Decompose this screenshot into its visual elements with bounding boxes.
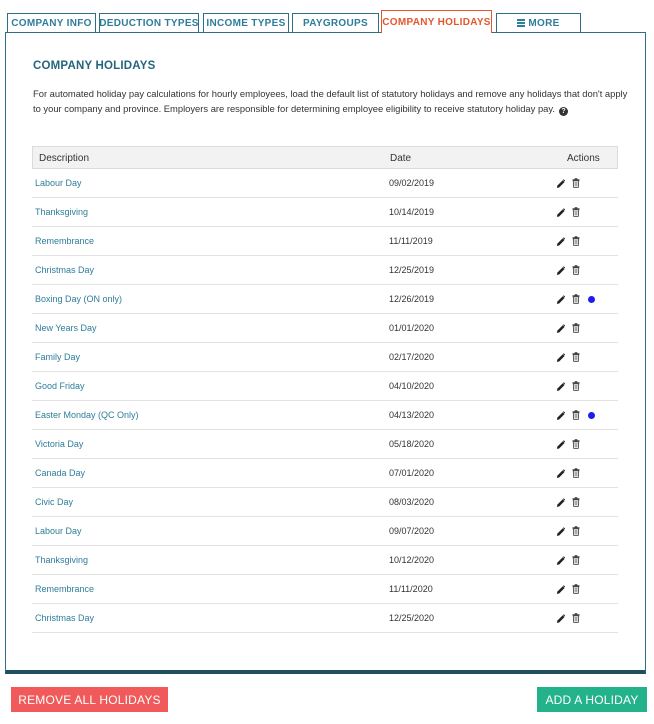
trash-icon[interactable] <box>572 294 580 304</box>
holiday-name-link[interactable]: Boxing Day (ON only) <box>35 294 123 304</box>
tab-label: INCOME TYPES <box>206 17 286 29</box>
row-actions <box>556 612 580 624</box>
holiday-date: 08/03/2020 <box>389 497 435 507</box>
pencil-icon[interactable] <box>556 613 565 624</box>
holiday-name-link[interactable]: Canada Day <box>35 468 86 478</box>
add-holiday-button[interactable]: ADD A HOLIDAY <box>537 687 647 712</box>
table-row <box>32 401 618 430</box>
table-header <box>32 146 618 169</box>
holiday-name-link[interactable]: Labour Day <box>35 526 82 536</box>
row-actions <box>556 206 580 218</box>
tab-paygroups[interactable] <box>292 13 379 32</box>
trash-icon[interactable] <box>572 265 580 275</box>
row-actions <box>556 322 580 334</box>
row-actions <box>556 583 580 595</box>
holiday-name-link[interactable]: Easter Monday (QC Only) <box>35 410 139 420</box>
holiday-date: 10/14/2019 <box>389 207 435 217</box>
tab-label: COMPANY HOLIDAYS <box>382 16 491 28</box>
pencil-icon[interactable] <box>556 439 565 450</box>
tab-company-info[interactable] <box>7 13 96 32</box>
holiday-name-link[interactable]: Christmas Day <box>35 613 95 623</box>
trash-icon[interactable] <box>572 439 580 449</box>
table-row <box>32 517 618 546</box>
menu-icon <box>517 18 525 29</box>
tab-label: DEDUCTION TYPES <box>99 17 199 29</box>
holiday-date: 09/02/2019 <box>389 178 435 188</box>
holiday-date: 05/18/2020 <box>389 439 435 449</box>
trash-icon[interactable] <box>572 323 580 333</box>
holiday-name-link[interactable]: Good Friday <box>35 381 85 391</box>
pencil-icon[interactable] <box>556 497 565 508</box>
holiday-date: 11/11/2019 <box>389 236 433 246</box>
table-row <box>32 227 618 256</box>
holidays-table <box>32 146 618 633</box>
holiday-date: 07/01/2020 <box>389 468 435 478</box>
row-actions <box>556 409 595 421</box>
row-actions <box>556 467 580 479</box>
holiday-date: 04/13/2020 <box>389 410 435 420</box>
pencil-icon[interactable] <box>556 352 565 363</box>
table-row <box>32 604 618 633</box>
tab-company-holidays[interactable] <box>381 10 492 33</box>
table-body <box>32 169 618 633</box>
tab-label: PAYGROUPS <box>303 17 368 29</box>
table-row <box>32 430 618 459</box>
holiday-name-link[interactable]: Victoria Day <box>35 439 84 449</box>
holiday-name-link[interactable]: Civic Day <box>35 497 74 507</box>
table-row <box>32 575 618 604</box>
table-row <box>32 285 618 314</box>
row-actions <box>556 293 595 305</box>
trash-icon[interactable] <box>572 381 580 391</box>
tab-label: MORE <box>528 17 560 29</box>
tab-label: COMPANY INFO <box>11 17 92 29</box>
tab-more[interactable] <box>496 13 581 32</box>
pencil-icon[interactable] <box>556 381 565 392</box>
pencil-icon[interactable] <box>556 236 565 247</box>
row-actions <box>556 438 580 450</box>
trash-icon[interactable] <box>572 236 580 246</box>
header-description: Description <box>39 153 90 164</box>
row-actions <box>556 496 580 508</box>
table-row <box>32 459 618 488</box>
holiday-date: 12/25/2019 <box>389 265 435 275</box>
header-date: Date <box>390 153 412 164</box>
remove-all-holidays-button[interactable]: REMOVE ALL HOLIDAYS <box>11 687 168 712</box>
pencil-icon[interactable] <box>556 468 565 479</box>
pencil-icon[interactable] <box>556 178 565 189</box>
holiday-date: 01/01/2020 <box>389 323 435 333</box>
trash-icon[interactable] <box>572 526 580 536</box>
table-row <box>32 256 618 285</box>
trash-icon[interactable] <box>572 555 580 565</box>
company-holidays-panel <box>5 32 646 674</box>
trash-icon[interactable] <box>572 468 580 478</box>
holiday-date: 04/10/2020 <box>389 381 435 391</box>
trash-icon[interactable] <box>572 584 580 594</box>
trash-icon[interactable] <box>572 207 580 217</box>
table-row <box>32 546 618 575</box>
row-actions <box>556 264 580 276</box>
holiday-name-link[interactable]: Family Day <box>35 352 81 362</box>
holiday-date: 12/26/2019 <box>389 294 435 304</box>
holiday-date: 11/11/2020 <box>389 584 433 594</box>
holiday-name-link[interactable]: New Years Day <box>35 323 97 333</box>
table-row <box>32 343 618 372</box>
row-actions <box>556 177 580 189</box>
holiday-date: 10/12/2020 <box>389 555 435 565</box>
row-actions <box>556 235 580 247</box>
question-circle-icon[interactable]: ? <box>559 107 568 116</box>
section-description <box>33 86 633 116</box>
holiday-name-link[interactable]: Thanksgiving <box>35 555 89 565</box>
trash-icon[interactable] <box>572 410 580 420</box>
pencil-icon[interactable] <box>556 294 565 305</box>
status-dot <box>588 412 595 419</box>
holiday-name-link[interactable]: Christmas Day <box>35 265 95 275</box>
row-actions <box>556 525 580 537</box>
holiday-name-link[interactable]: Remembrance <box>35 236 95 246</box>
holiday-date: 02/17/2020 <box>389 352 435 362</box>
table-row <box>32 169 618 198</box>
trash-icon[interactable] <box>572 178 580 188</box>
row-actions <box>556 351 580 363</box>
description-text: For automated holiday pay calculations for hourly employees, load the default list of statutory holidays and remove any holidays that don't apply to your company and province. Employers are responsible for determining employee eligibility to receive statutory holiday pay. <box>33 88 628 114</box>
tab-deduction-types[interactable] <box>99 13 199 32</box>
holiday-name-link[interactable]: Labour Day <box>35 178 82 188</box>
trash-icon[interactable] <box>572 613 580 623</box>
trash-icon[interactable] <box>572 497 580 507</box>
pencil-icon[interactable] <box>556 265 565 276</box>
table-row <box>32 488 618 517</box>
header-actions: Actions <box>567 153 600 164</box>
pencil-icon[interactable] <box>556 323 565 334</box>
row-actions <box>556 554 580 566</box>
section-title: COMPANY HOLIDAYS <box>33 60 156 72</box>
table-row <box>32 372 618 401</box>
tab-bar <box>0 0 654 32</box>
holiday-name-link[interactable]: Remembrance <box>35 584 95 594</box>
holiday-date: 12/25/2020 <box>389 613 435 623</box>
pencil-icon[interactable] <box>556 526 565 537</box>
table-row <box>32 198 618 227</box>
tab-income-types[interactable] <box>203 13 289 32</box>
pencil-icon[interactable] <box>556 207 565 218</box>
status-dot <box>588 296 595 303</box>
table-row <box>32 314 618 343</box>
pencil-icon[interactable] <box>556 555 565 566</box>
trash-icon[interactable] <box>572 352 580 362</box>
holiday-date: 09/07/2020 <box>389 526 435 536</box>
holiday-name-link[interactable]: Thanksgiving <box>35 207 89 217</box>
pencil-icon[interactable] <box>556 410 565 421</box>
pencil-icon[interactable] <box>556 584 565 595</box>
row-actions <box>556 380 580 392</box>
